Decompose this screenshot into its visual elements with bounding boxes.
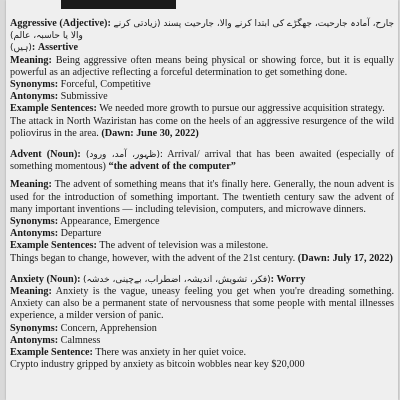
head-word: Aggressive [10, 18, 57, 29]
english-gloss: Worry [276, 273, 306, 285]
header-tab [61, 0, 176, 9]
example [10, 347, 394, 359]
entry-heading-line2: (ہیں): Assertive [10, 42, 78, 54]
meaning-label: Meaning: [10, 54, 52, 66]
example-label: Example Sentences: [10, 240, 97, 252]
meaning-text: Anxiety is the vague, uneasy feeling you get when you're dreading something. Anxiety can also be a permanent state of nervousness that some people with mental illnesses experience, a milder version of panic. [10, 286, 395, 322]
synonyms-text: Appearance, Emergence [60, 216, 160, 228]
english-gloss: Assertive [37, 42, 78, 54]
synonyms-label: Synonyms: [10, 79, 59, 91]
example [10, 103, 394, 115]
example-label: Example Sentence: [10, 347, 93, 359]
meaning [10, 286, 394, 323]
english-gloss: Arrival/ arrival that has been awaited (especially of something momentous) [10, 149, 394, 173]
usage-quote: “the advent of the computer” [108, 161, 236, 173]
synonyms-text: Forceful, Competitive [60, 79, 151, 91]
source: (Dawn: June 30, 2022) [101, 127, 199, 139]
meaning-text: Being aggressive often means being physical or showing force, but it is equally powerful as an adjective reflecting a forceful determination to get something done. [10, 54, 394, 78]
urdu-gloss: (ظہور، آمد، ورود) [85, 150, 160, 161]
antonyms [10, 91, 394, 103]
synonyms [10, 79, 394, 91]
head-word: Advent [10, 149, 42, 161]
antonyms [10, 335, 394, 347]
entry-advent [10, 149, 394, 265]
vocabulary-list [10, 18, 394, 380]
meaning-text: The advent of something means that it's finally here. Generally, the noun advent is used for the introduction of something important. The twentieth century saw the advent of many important inventions — including television, computers, and microwave dinners. [10, 179, 394, 215]
meaning-label: Meaning: [10, 179, 52, 191]
example-text: The advent of television was a milestone. [99, 240, 269, 252]
urdu-gloss: جارح، آمادہ جارحیت، جھگڑے کی ابتدا کرنے والا، جارحیت پسند (زیادتی کرنے والا یا حاسبہ، عالم) [10, 19, 395, 42]
synonyms-label: Synonyms: [10, 216, 59, 228]
entry-heading: Anxiety (Noun): (فکر، تشویش، اندیشہ، اضطراب، بےچینی، خدشہ): Worry [10, 273, 306, 285]
antonyms-label: Antonyms: [10, 91, 59, 103]
news-example [10, 116, 394, 140]
antonyms-text: Calmness [60, 334, 101, 346]
head-word: Anxiety [10, 273, 44, 285]
part-of-speech: (Adjective): [59, 18, 111, 29]
synonyms-text: Concern, Apprehension [60, 322, 157, 334]
entry-anxiety [10, 274, 394, 372]
antonyms-text: Submissive [60, 91, 108, 103]
antonyms-label: Antonyms: [10, 228, 59, 240]
news-text: Crypto industry gripped by anxiety as bitcoin wobbles near key $20,000 [10, 359, 305, 371]
source: (Dawn: July 17, 2022) [297, 252, 393, 264]
entry-heading: Advent (Noun): (ظہور، آمد، ورود): Arrival/ arrival that has been awaited (especially of something momentous) “the advent of the computer” [10, 149, 394, 173]
antonyms-label: Antonyms: [10, 334, 59, 346]
urdu-gloss: (فکر، تشویش، اندیشہ، اضطراب، بےچینی، خدشہ) [83, 274, 271, 285]
entry-aggressive [10, 18, 394, 140]
example-text: There was anxiety in her quiet voice. [95, 347, 247, 359]
document-page [6, 0, 398, 400]
news-text: Things began to change, however, with the advent of the 21st century. [10, 252, 296, 264]
urdu-gloss-2: (ہیں) [10, 43, 32, 54]
news-text: The attack in North Waziristan has come on the heels of an aggressive resurgence of the wild poliovirus in the area. [10, 115, 394, 139]
example [10, 240, 394, 252]
news-example [10, 359, 394, 371]
meaning [10, 179, 394, 216]
synonyms [10, 216, 394, 228]
antonyms [10, 228, 394, 240]
meaning-label: Meaning: [10, 286, 52, 298]
part-of-speech: (Noun): [46, 149, 81, 161]
news-example [10, 253, 394, 265]
example-label: Example Sentences: [10, 103, 97, 115]
synonyms [10, 323, 394, 335]
entry-heading [10, 18, 394, 42]
meaning [10, 55, 394, 79]
antonyms-text: Departure [60, 228, 102, 240]
part-of-speech: (Noun): [46, 273, 81, 285]
example-text: We needed more growth to pursue our aggressive acquisition strategy. [99, 103, 385, 115]
synonyms-label: Synonyms: [10, 322, 59, 334]
